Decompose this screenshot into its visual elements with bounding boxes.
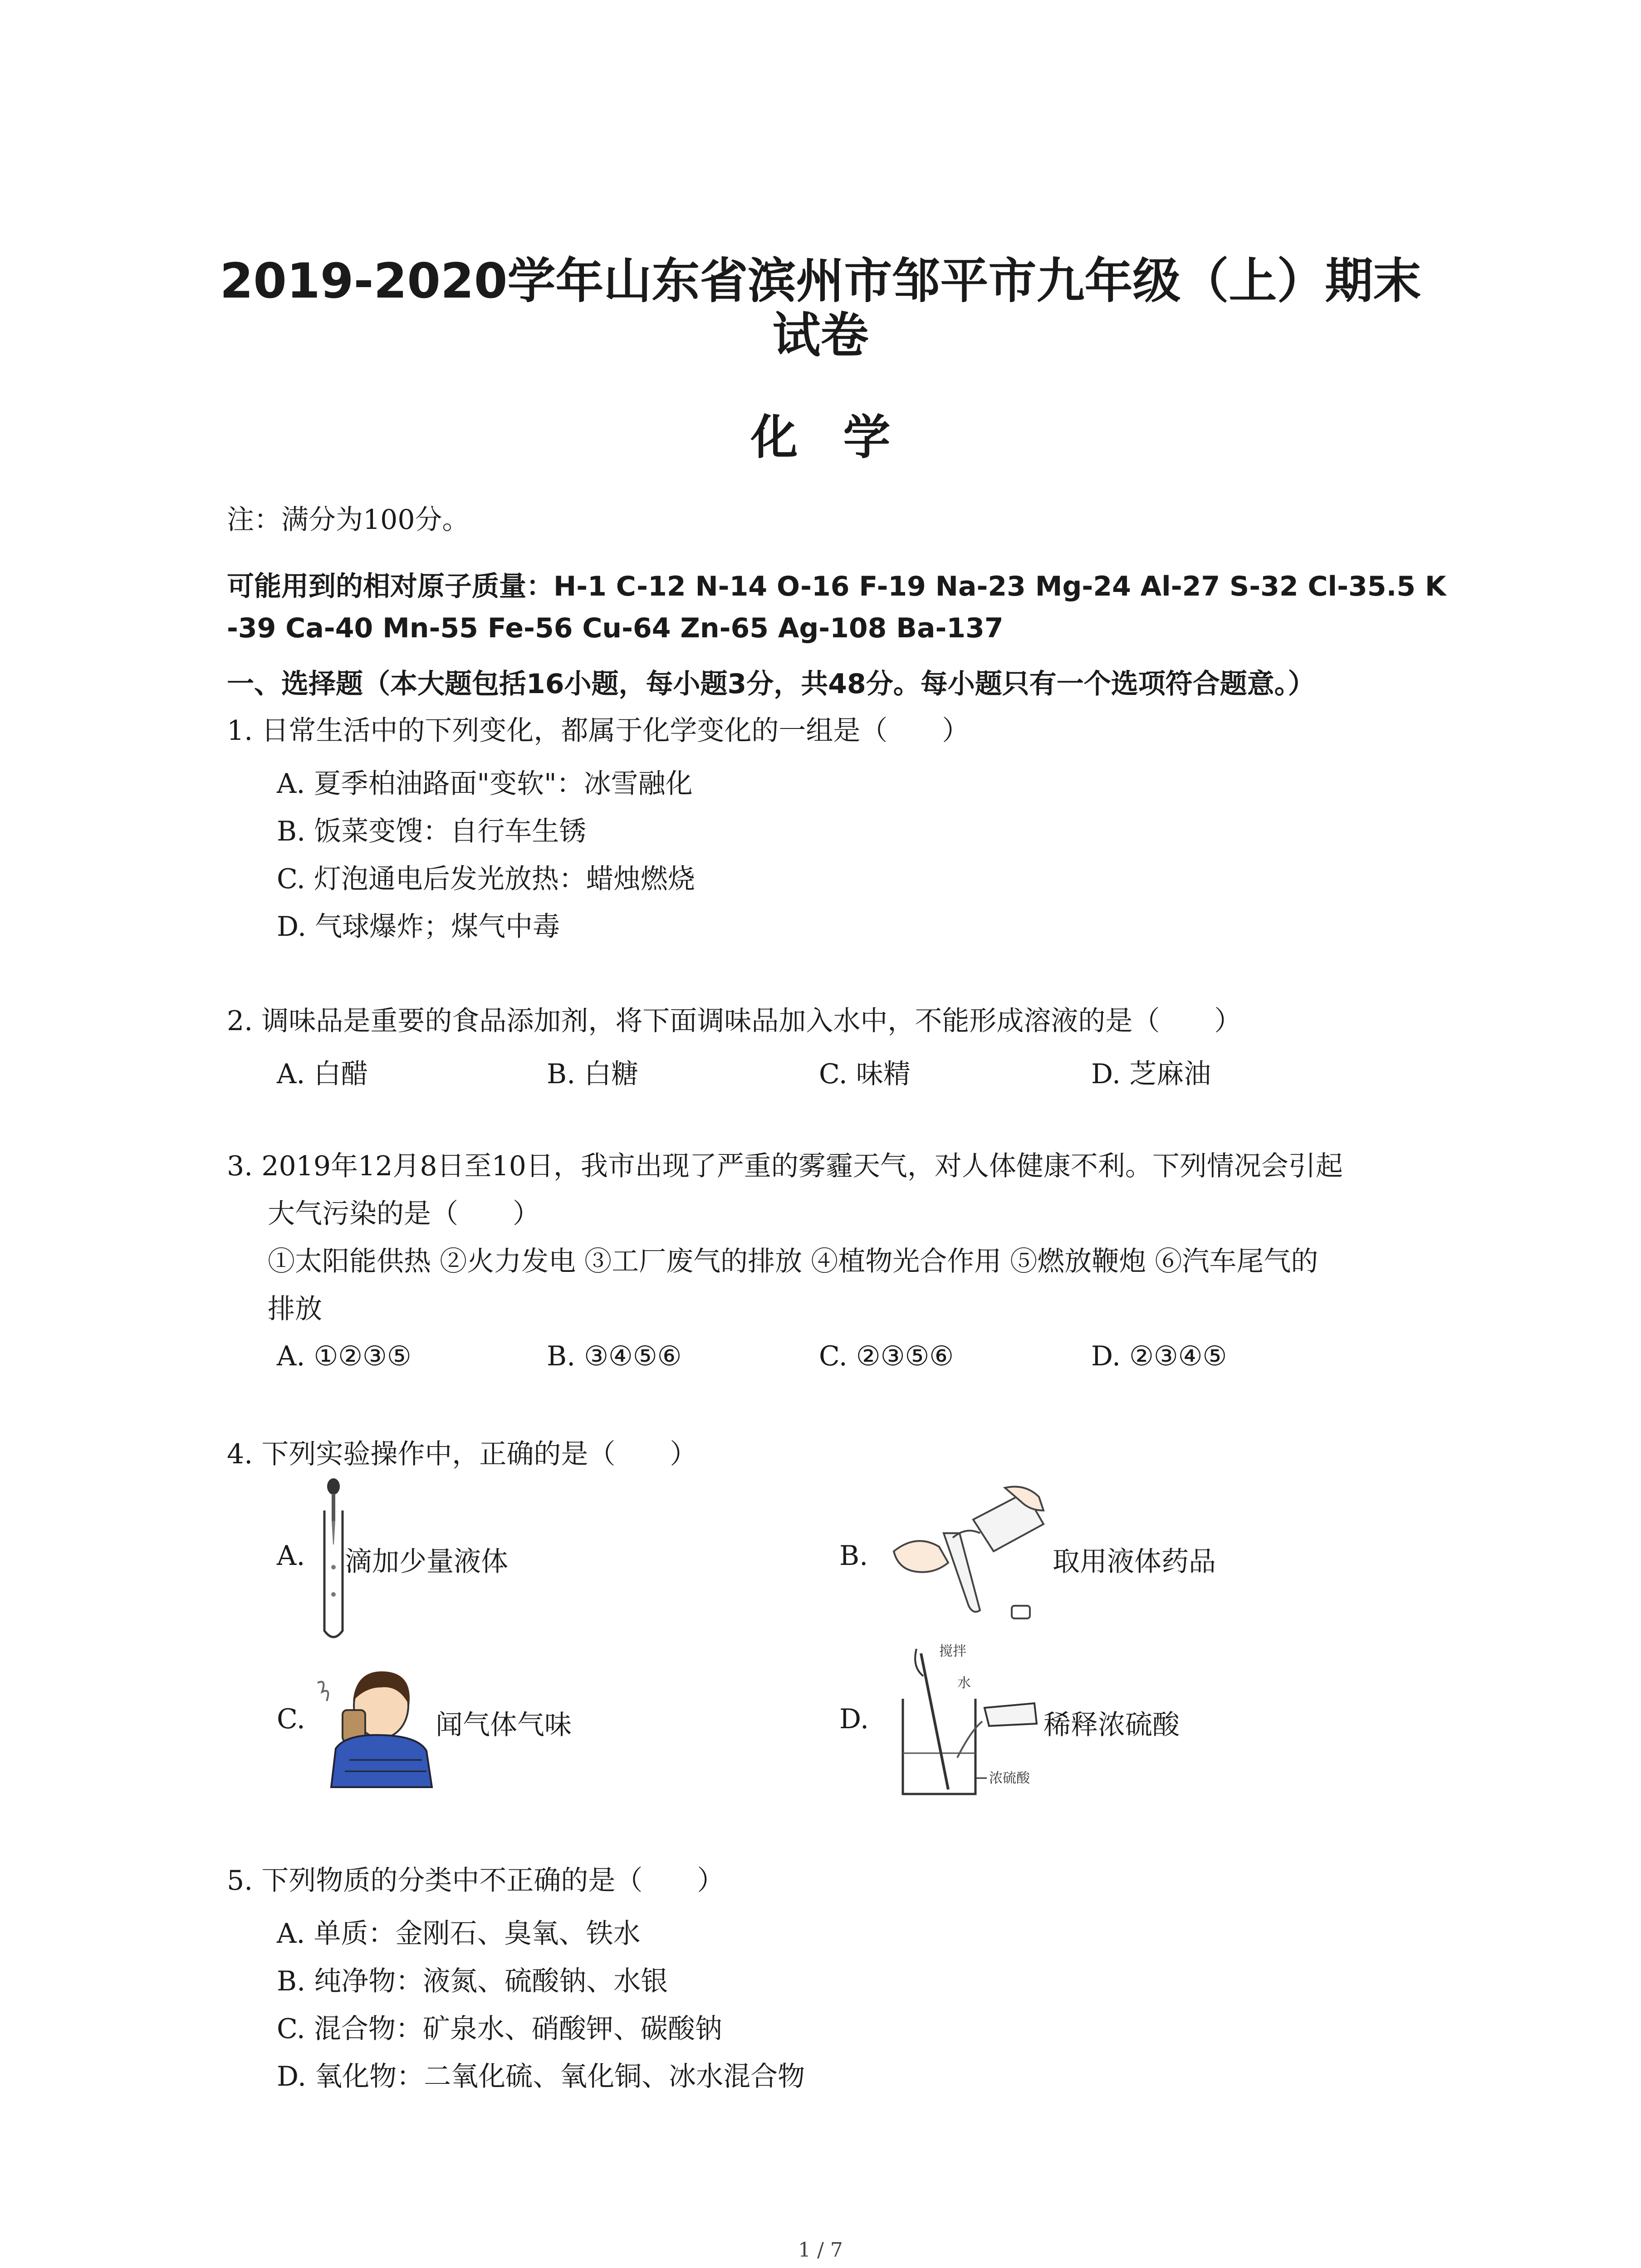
q4-option-b-letter: B. bbox=[839, 1540, 868, 1572]
q3-option-b: B. ③④⑤⑥ bbox=[547, 1340, 682, 1372]
student-smelling-gas-icon bbox=[313, 1656, 436, 1787]
page-number: 1 / 7 bbox=[798, 2239, 843, 2262]
q5-option-b: B. 纯净物：液氮、硫酸钠、水银 bbox=[277, 1965, 668, 1997]
q1-option-b: B. 饭菜变馊：自行车生锈 bbox=[277, 816, 587, 847]
q2-stem: 2. 调味品是重要的食品添加剂，将下面调味品加入水中，不能形成溶液的是（ ） bbox=[227, 1005, 1242, 1037]
q3-option-d: D. ②③④⑤ bbox=[1091, 1340, 1227, 1372]
subject-title: 化学 bbox=[750, 410, 936, 465]
q1-option-c: C. 灯泡通电后发光放热：蜡烛燃烧 bbox=[277, 863, 695, 895]
exam-title-line1: 2019-2020学年山东省滨州市邹平市九年级（上）期末 bbox=[220, 253, 1421, 309]
q1-option-d: D. 气球爆炸；煤气中毒 bbox=[277, 911, 560, 943]
q4-stem: 4. 下列实验操作中，正确的是（ ） bbox=[227, 1438, 697, 1470]
concentrated-acid-label: 浓硫酸 bbox=[989, 1770, 1030, 1786]
q4-option-a-letter: A. bbox=[277, 1540, 305, 1572]
q4-option-d-letter: D. bbox=[839, 1703, 869, 1735]
q3-option-a: A. ①②③⑤ bbox=[277, 1340, 411, 1372]
section1-heading: 一、选择题（本大题包括16小题，每小题3分，共48分。每小题只有一个选项符合题意。） bbox=[227, 668, 1315, 700]
q5-option-a: A. 单质：金刚石、臭氧、铁水 bbox=[277, 1918, 641, 1950]
q4-option-c-label: 闻气体气味 bbox=[436, 1709, 572, 1741]
q2-option-b: B. 白糖 bbox=[547, 1058, 639, 1090]
q5-option-c: C. 混合物：矿泉水、硝酸钾、碳酸钠 bbox=[277, 2013, 722, 2045]
q4-option-d-label: 稀释浓硫酸 bbox=[1043, 1709, 1180, 1741]
pouring-liquid-icon bbox=[889, 1483, 1062, 1633]
q5-option-d: D. 氧化物：二氧化硫、氧化铜、冰水混合物 bbox=[277, 2061, 805, 2092]
diluting-acid-beaker-icon bbox=[889, 1640, 1043, 1808]
q4-option-c-letter: C. bbox=[277, 1703, 305, 1735]
q4-option-b-label: 取用液体药品 bbox=[1053, 1546, 1216, 1578]
atomic-mass-line2: -39 Ca-40 Mn-55 Fe-56 Cu-64 Zn-65 Ag-108 Ba-137 bbox=[227, 612, 1004, 644]
q2-option-d: D. 芝麻油 bbox=[1091, 1058, 1211, 1090]
exam-title-line2: 试卷 bbox=[772, 308, 869, 363]
q3-list-line2: 排放 bbox=[268, 1293, 322, 1325]
q3-list-line1: ①太阳能供热 ②火力发电 ③工厂废气的排放 ④植物光合作用 ⑤燃放鞭炮 ⑥汽车尾气的 bbox=[268, 1246, 1318, 1277]
water-label: 水 bbox=[957, 1675, 971, 1691]
q2-option-a: A. 白醋 bbox=[277, 1058, 368, 1090]
q3-stem-line2: 大气污染的是（ ） bbox=[268, 1198, 540, 1230]
q2-option-c: C. 味精 bbox=[819, 1058, 911, 1090]
full-score-note: 注：满分为100分。 bbox=[227, 504, 470, 536]
stir-label: 搅拌 bbox=[939, 1643, 966, 1659]
atomic-mass-line1: 可能用到的相对原子质量：H-1 C-12 N-14 O-16 F-19 Na-23 Mg-24 Al-27 S-32 Cl-35.5 K bbox=[227, 571, 1446, 602]
q1-option-a: A. 夏季柏油路面"变软"：冰雪融化 bbox=[277, 768, 693, 800]
q1-stem: 1. 日常生活中的下列变化，都属于化学变化的一组是（ ） bbox=[227, 715, 970, 747]
q4-option-a-label: 滴加少量液体 bbox=[345, 1546, 508, 1578]
q5-stem: 5. 下列物质的分类中不正确的是（ ） bbox=[227, 1865, 725, 1897]
q3-stem-line1: 3. 2019年12月8日至10日，我市出现了严重的雾霾天气，对人体健康不利。下列情况会引起 bbox=[227, 1150, 1343, 1182]
q3-option-c: C. ②③⑤⑥ bbox=[819, 1340, 954, 1372]
